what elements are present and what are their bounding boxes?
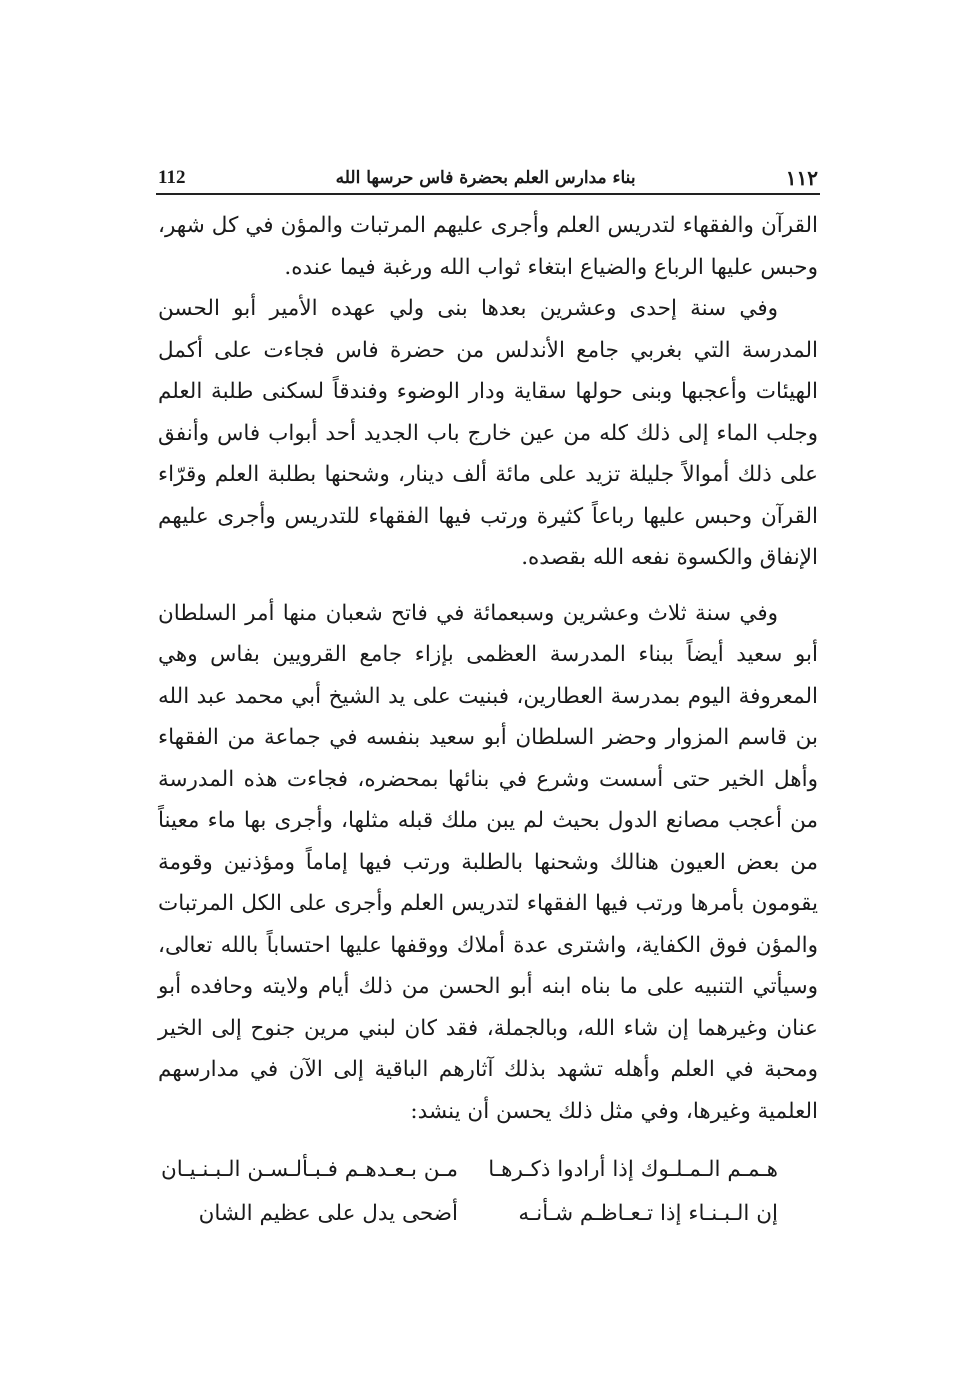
verse-row — [158, 1148, 818, 1192]
header-rule — [156, 193, 820, 195]
paragraph-2: وفي سنة إحدى وعشرين بعدها بنى ولي عهده الأمير أبو الحسن المدرسة التي بغربي جامع الأندلس من حضرة فاس فجاءت على أكمل الهيئات وأعجبها وبنى حولها سقاية ودار الوضوء وفندقاً لسكنى طلبة العلم وجلب الماء إلى ذلك كله من عين خارج باب الجديد أحد أبواب فاس وأنفق على ذلك أموالاً جليلة تزيد على مائة ألف دينار، وشحنها بطلبة العلم وقرّاء القرآن وحبس عليها رباعاً كثيرة ورتب فيها الفقهاء للتدريس وأجرى عليهم الإنفاق والكسوة نفعه الله بقصده. — [158, 296, 818, 570]
running-title: بناء مدارس العلم بحضرة فاس حرسها الله — [335, 168, 636, 188]
page-number-latin: 112 — [158, 167, 186, 188]
paragraph-1: القرآن والفقهاء لتدريس العلم وأجرى عليهم المرتبات والمؤن في كل شهر، وحبس عليها الرباع والضياع ابتغاء ثواب الله ورغبة فيما عنده. — [158, 213, 819, 280]
verse-1-first-hemistich: هـمـم الـمـلـوك إذا أرادوا ذكـرهـا — [488, 1157, 778, 1182]
verse-2-first-hemistich: إن الـبـنـاء إذا تـعـاظـم شـأنـه — [518, 1201, 778, 1226]
page-number-arabic: ١١٢ — [785, 166, 818, 190]
paragraph-3: وفي سنة ثلاث وعشرين وسبعمائة في فاتح شعبان منها أمر السلطان أبو سعيد أيضاً ببناء المدرسة العظمى بإزاء جامع القرويين بفاس وهي المعروفة اليوم بمدرسة العطارين، فبنيت على يد الشيخ أبي محمد عبد الله بن قاسم المزوار وحضر السلطان أبو سعيد بنفسه في جماعة من الفقهاء وأهل الخير حتى أسست وشرع في بنائها بمحضره، فجاءت هذه المدرسة من أعجب مصانع الدول بحيث لم يبن ملك قبله مثلها، وأجرى بها ماء معيناً من بعض العيون هنالك وشحنها بالطلبة ورتب فيها إماماً ومؤذنين وقومة يقومون بأمرها ورتب فيها الفقهاء لتدريس العلم وأجرى على الكل المرتبات والمؤن فوق الكفاية، واشترى عدة أملاك ووقفها عليها احتساباً بالله تعالى، وسيأتي التنبيه على ما بناه ابنه أبو الحسن من ذلك أيام ولايته وحافده أبو عنان وغيرهما إن شاء الله، وبالجملة، فقد كان لبني مرين جنوح إلى الخير ومحبة في العلم وأهله تشهد بذلك آثارهم الباقية إلى الآن في مدارسهم العلمية وغيرها، وفي مثل ذلك يحسن أن ينشد: — [158, 600, 818, 1124]
verse-row — [158, 1192, 818, 1236]
body-text — [158, 205, 818, 1132]
poem-verses — [158, 1148, 818, 1236]
verse-1-second-hemistich: مـن بـعـدهـم فـبـألـسـن الـبـنـيـان — [160, 1157, 458, 1182]
running-header — [158, 160, 818, 190]
verse-2-second-hemistich: أضحى يدل على عظيم الشان — [198, 1201, 458, 1226]
